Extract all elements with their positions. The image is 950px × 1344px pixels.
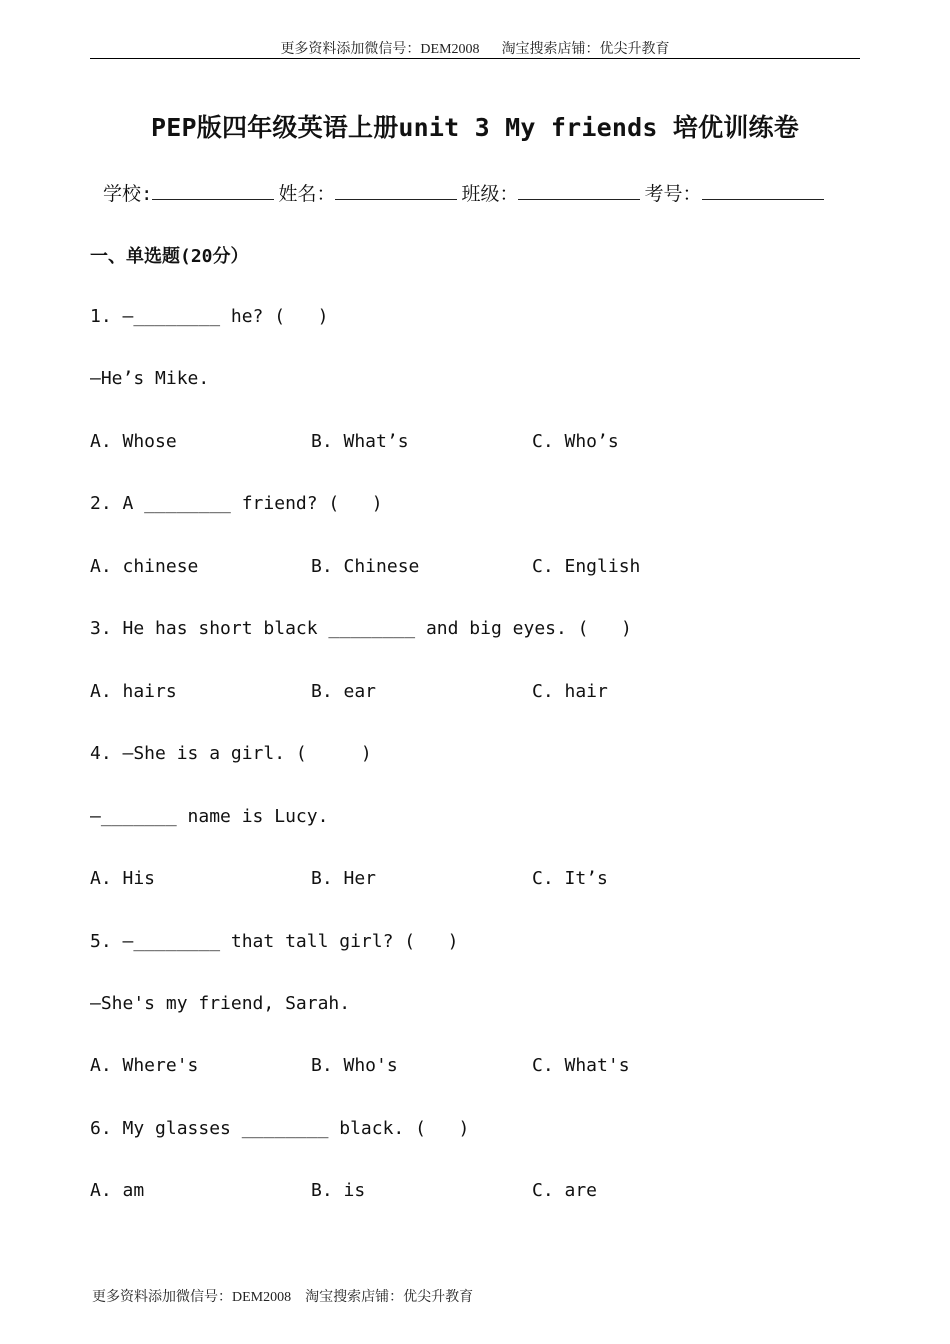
option-c[interactable]: C. Who’s — [532, 431, 619, 452]
question-reply: —_______ name is Lucy. — [90, 806, 329, 827]
question-stem: 1. —________ he? ( ) — [90, 306, 329, 327]
footer-wechat: 更多资料添加微信号：DEM2008 — [92, 1290, 292, 1305]
question-reply: —He’s Mike. — [90, 368, 210, 389]
option-b[interactable]: B. ear — [311, 681, 377, 702]
header-shop: 淘宝搜索店铺：优尖升教育 — [501, 42, 670, 57]
option-a[interactable]: A. hairs — [90, 681, 177, 702]
option-c[interactable]: C. It’s — [532, 868, 608, 889]
option-b[interactable]: B. is — [311, 1180, 366, 1201]
option-a[interactable]: A. chinese — [90, 556, 199, 577]
option-a[interactable]: A. Whose — [90, 431, 177, 452]
option-b[interactable]: B. Chinese — [311, 556, 420, 577]
question-stem: 5. —________ that tall girl? ( ) — [90, 931, 459, 952]
section-heading: 一、单选题(20分） — [90, 246, 249, 267]
header-divider — [90, 58, 860, 59]
question-stem: 6. My glasses ________ black. ( ) — [90, 1118, 470, 1139]
class-field[interactable] — [518, 179, 640, 200]
page-title: PEP版四年级英语上册unit 3 My friends 培优训练卷 — [151, 113, 799, 142]
option-c[interactable]: C. English — [532, 556, 641, 577]
page-footer — [92, 1286, 487, 1306]
name-field[interactable] — [335, 179, 457, 200]
exam-no-field[interactable] — [702, 179, 824, 200]
question-stem: 4. —She is a girl. ( ) — [90, 743, 372, 764]
header-wechat: 更多资料添加微信号：DEM2008 — [280, 42, 480, 57]
school-field[interactable] — [152, 179, 274, 200]
class-label: 班级： — [461, 183, 519, 205]
question-stem: 3. He has short black ________ and big eyes. ( ) — [90, 618, 632, 639]
option-b[interactable]: B. Her — [311, 868, 377, 889]
student-info-row — [103, 179, 828, 206]
option-a[interactable]: A. am — [90, 1180, 145, 1201]
option-b[interactable]: B. What’s — [311, 431, 409, 452]
page-header — [0, 38, 950, 58]
option-a[interactable]: A. Where's — [90, 1055, 199, 1076]
option-c[interactable]: C. are — [532, 1180, 598, 1201]
option-a[interactable]: A. His — [90, 868, 156, 889]
question-stem: 2. A ________ friend? ( ) — [90, 493, 383, 514]
school-label: 学校: — [103, 183, 153, 205]
exam-no-label: 考号： — [644, 183, 702, 205]
name-label: 姓名： — [278, 183, 336, 205]
option-b[interactable]: B. Who's — [311, 1055, 398, 1076]
footer-shop: 淘宝搜索店铺：优尖升教育 — [305, 1290, 474, 1305]
question-reply: —She's my friend, Sarah. — [90, 993, 351, 1014]
option-c[interactable]: C. What's — [532, 1055, 630, 1076]
option-c[interactable]: C. hair — [532, 681, 608, 702]
